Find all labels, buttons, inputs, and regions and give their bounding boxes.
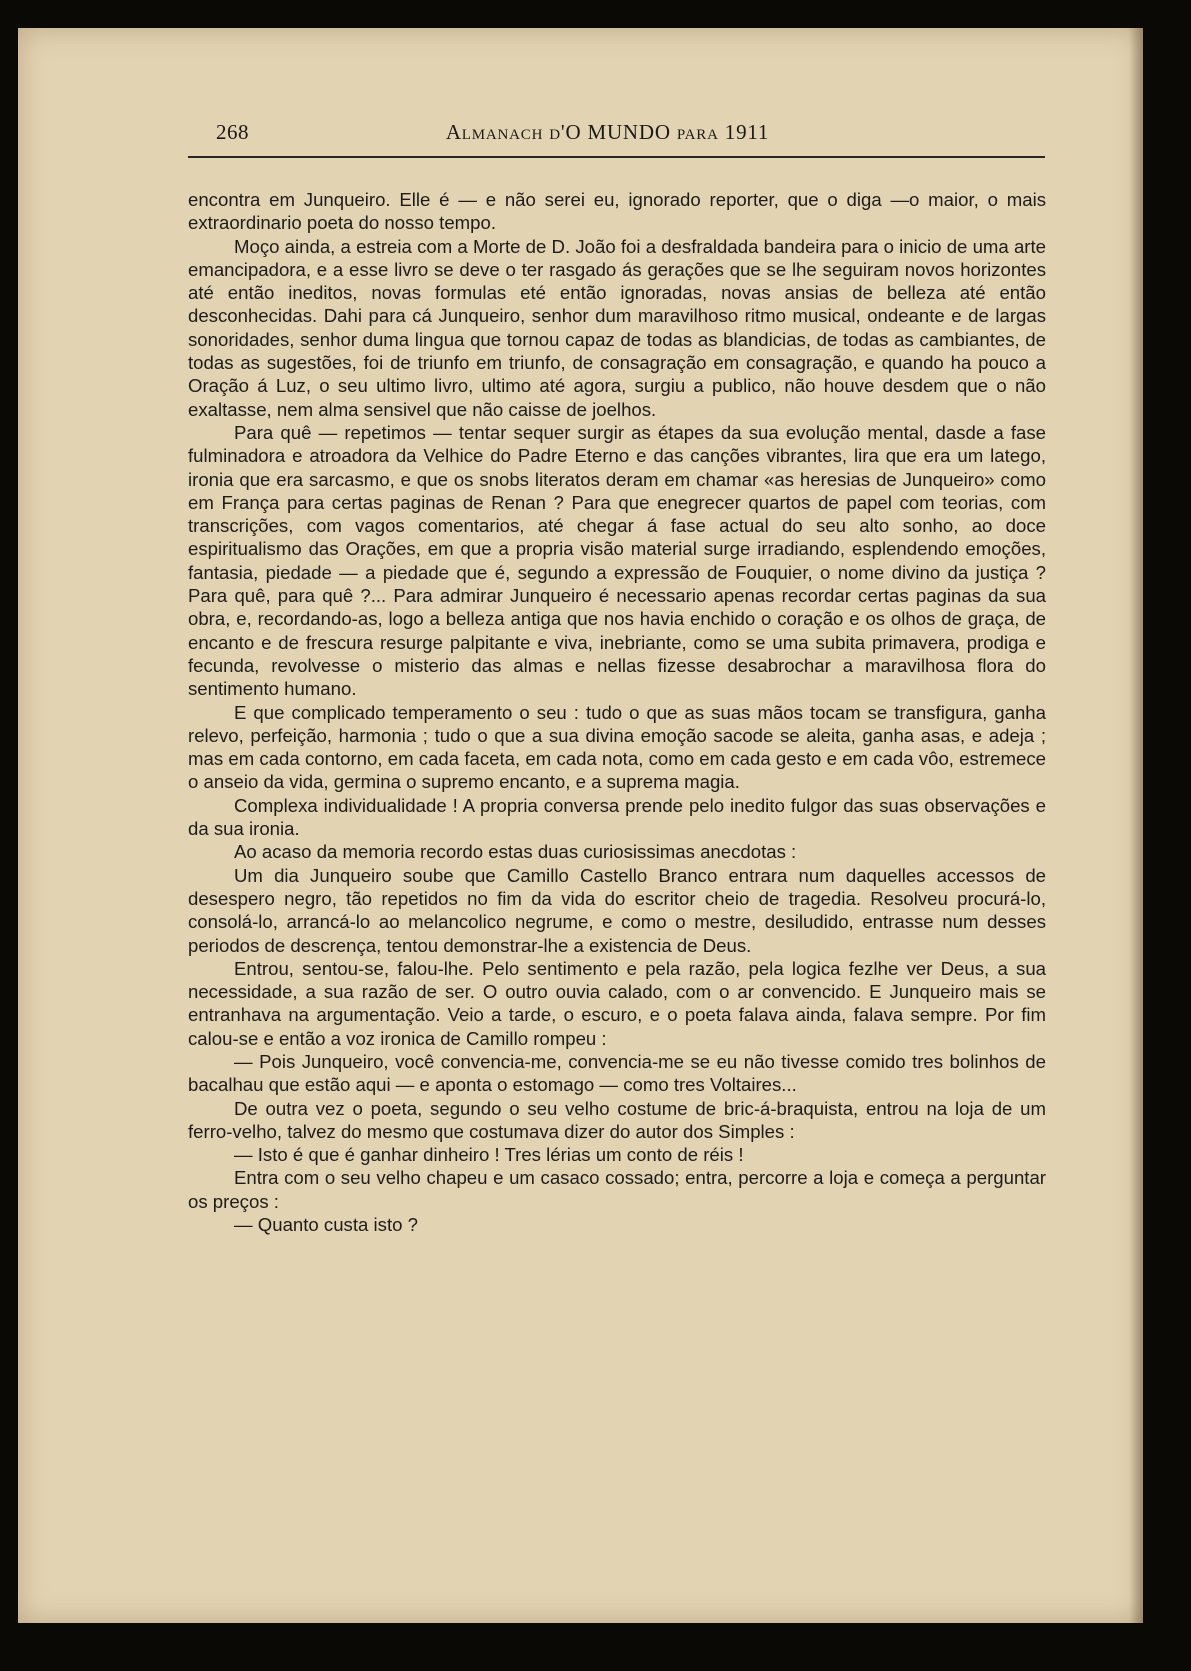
paragraph: Ao acaso da memoria recordo estas duas curiosissimas anecdotas : [234,841,797,863]
paragraph: encontra em Junqueiro. Elle é — e não serei eu, ignorado reporter, que o diga —o maior, o mais extraordinario poeta do nosso tempo. [188,189,1046,234]
paragraph: Entra com o seu velho chapeu e um casaco cossado; entra, percorre a loja e começa a perguntar os preços : [188,1167,1046,1212]
header-rule [188,156,1045,158]
article-body [188,188,1046,1236]
dialogue-line: — Isto é que é ganhar dinheiro ! Tres lérias um conto de réis ! [234,1144,744,1166]
paragraph: E que complicado temperamento o seu : tudo o que as suas mãos tocam se transfigura, ganha relevo, perfeição, harmonia ; tudo o que a sua divina emoção sacode se aleita, ganha asas, e adeja ; mas em cada contorno, em cada faceta, em cada nota, como em cada gesto e em cada vôo, estremece o anseio da vida, germina o supremo encanto, e a suprema magia. [188,701,1046,793]
paragraph: Entrou, sentou-se, falou-lhe. Pelo sentimento e pela razão, pela logica fezlhe ver Deus, a sua necessidade, a sua razão de ser. O outro ouvia calado, com o ar convencido. E Junqueiro mais se entranhava na argumentação. Veio a tarde, o escuro, e o poeta falava ainda, falava sempre. Por fim calou-se e então a voz ironica de Camillo rompeu : [188,957,1046,1049]
paragraph: Moço ainda, a estreia com a Morte de D. João foi a desfraldada bandeira para o inicio de uma arte emancipadora, e a esse livro se deve o ter rasgado ás gerações que se lhe seguiram novos horizontes até então ineditos, novas formulas eté então ignoradas, novas ansias de belleza até então desconhecidas. Dahi para cá Junqueiro, senhor dum maravilhoso ritmo musical, ondeante e de largas sonoridades, senhor duma lingua que tornou capaz de todas as blandicias, de todas as cambiantes, de todas as sugestões, foi de triunfo em triunfo, de consagração em consagração, e quando ha pouco a Oração á Luz, o seu ultimo livro, ultimo até agora, surgiu a publico, não houve desdem que o não exaltasse, nem alma sensivel que não caisse de joelhos. [188,235,1046,420]
paragraph: Um dia Junqueiro soube que Camillo Castello Branco entrara num daquelles accessos de desespero negro, tão repetidos no fim da vida do escritor cheio de tragedia. Resolveu procurá-lo, consolá-lo, arrancá-lo ao melancolico negrume, e como o mestre, desiludido, entrasse num desses periodos de descrença, tentou demonstrar-lhe a existencia de Deus. [188,864,1046,956]
paragraph: Complexa individualidade ! A propria conversa prende pelo inedito fulgor das suas observações e da sua ironia. [188,794,1046,840]
dialogue-line: — Quanto custa isto ? [234,1214,418,1236]
paragraph: De outra vez o poeta, segundo o seu velho costume de bric-á-braquista, entrou na loja de um ferro-velho, talvez do mesmo que costumava dizer do autor dos Simples : [188,1097,1046,1142]
paragraph: Para quê — repetimos — tentar sequer surgir as étapes da sua evolução mental, dasde a fase fulminadora e atroadora da Velhice do Padre Eterno e das canções vibrantes, lira que era um latego, ironia que era sarcasmo, e que os snobs literatos deram em chamar «as heresias de Junqueiro» como em França para certas paginas de Renan ? Para que enegrecer quartos de papel com teorias, com transcrições, com vagos comentarios, até chegar á fase actual do seu alto sonho, ao doce espiritualismo das Orações, em que a propria visão material surge irradiando, esplendendo emoções, fantasia, piedade — a piedade que é, segundo a expressão de Fouquier, o nome divino da justiça ? Para quê, para quê ?... Para admirar Junqueiro é necessario apenas recordar certas paginas da sua obra, e, recordando-as, logo a belleza antiga que nos havia enchido o coração e os olhos de graça, de encanto e de frescura resurge palpitante e viva, inebriante, como se uma subita primavera, prodiga e fecunda, revolvesse o misterio das almas e nellas fizesse desabrochar a maravilhosa flora do sentimento humano. [188,421,1046,700]
page-number: 268 [216,120,249,144]
dialogue-line: — Pois Junqueiro, você convencia-me, convencia-me se eu não tivesse comido tres bolinhos de bacalhau que estão aqui — e aponta o estomago — como tres Voltaires... [188,1050,1046,1096]
page-header [170,120,1045,150]
running-title: Almanach d'O MUNDO para 1911 [445,120,770,144]
